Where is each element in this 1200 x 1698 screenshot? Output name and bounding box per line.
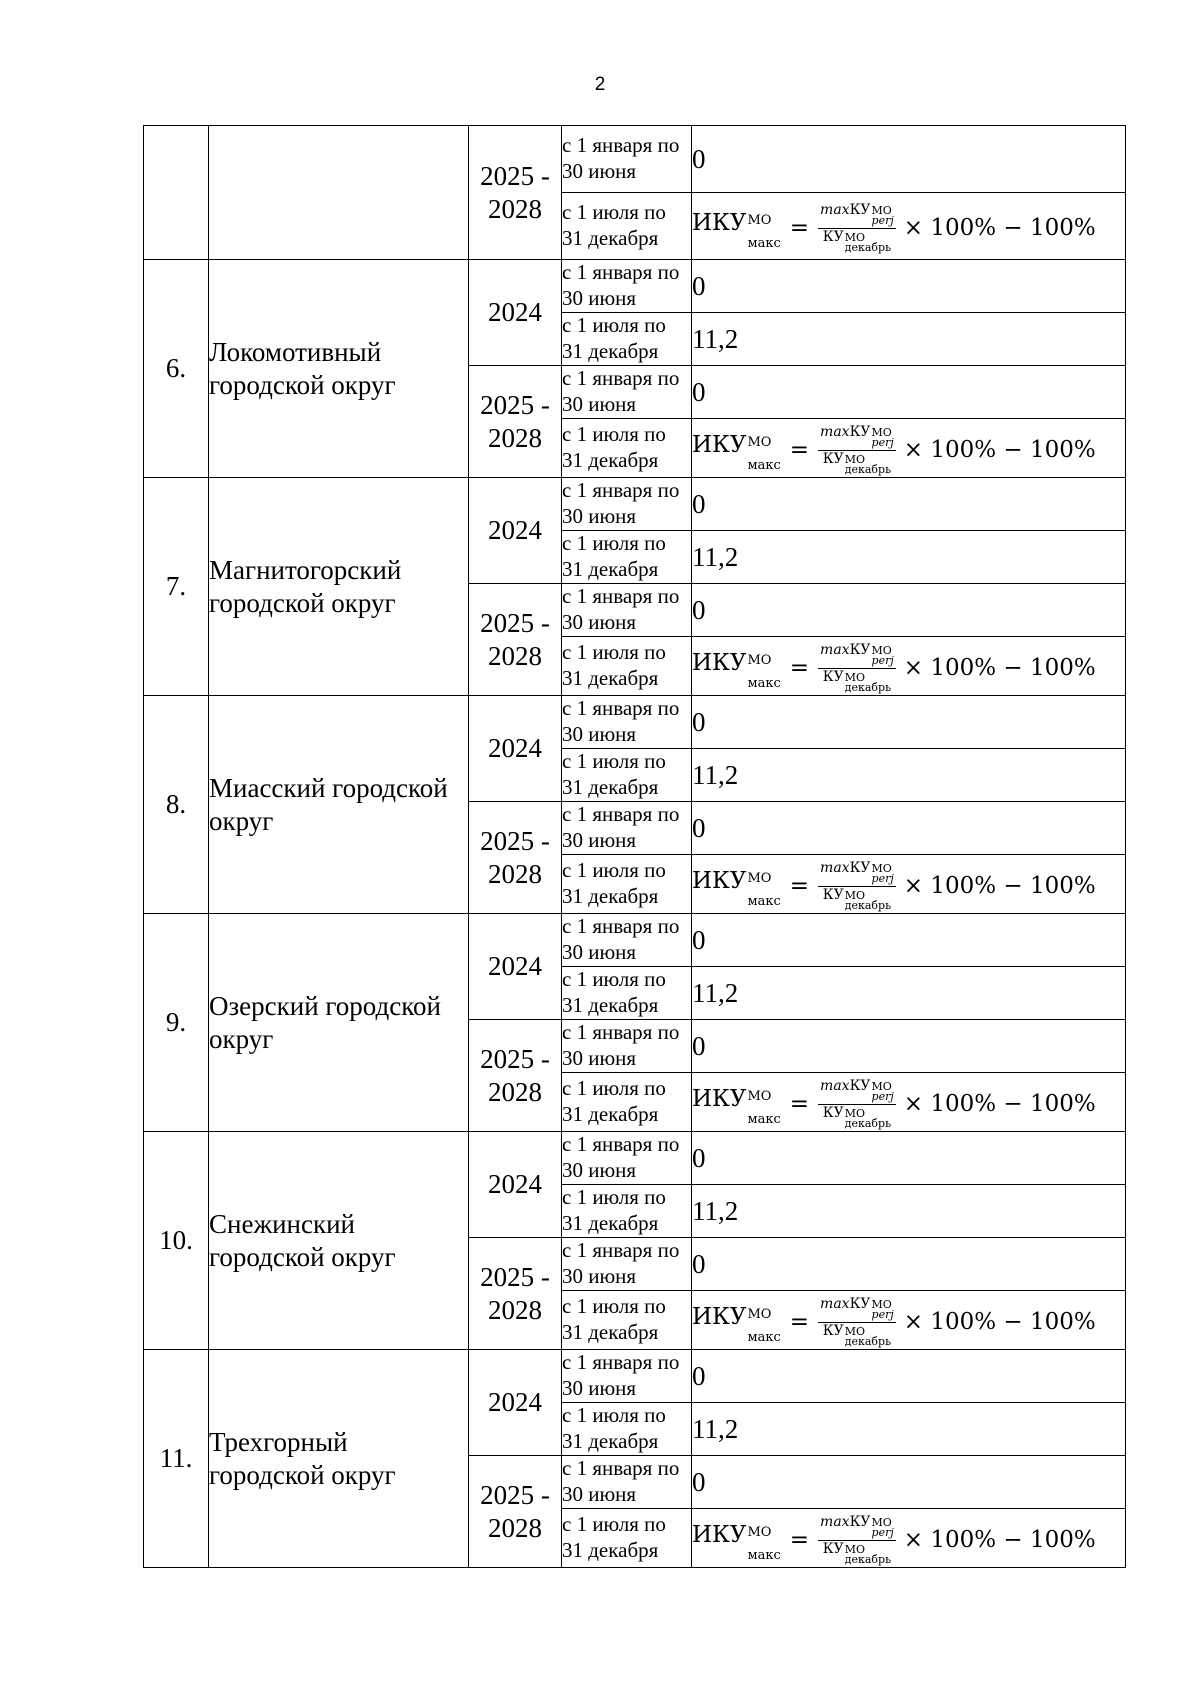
formula-equals: = <box>789 655 810 681</box>
value-cell: 11,2 <box>692 1185 1126 1238</box>
formula-cell <box>692 193 1126 260</box>
formula-den-base: КУ <box>822 228 844 245</box>
tariff-index-table <box>143 125 1126 1568</box>
formula-den-sub: декабрь <box>844 1552 892 1566</box>
formula-lhs-sub: макс <box>747 236 781 251</box>
formula-num-sup: МО <box>871 425 892 439</box>
municipality-row-6-2024-first-half <box>144 260 1126 313</box>
formula-cell <box>692 1073 1126 1132</box>
period-first-half: с 1 января по 30 июня <box>562 478 692 531</box>
formula-numerator <box>818 1079 896 1105</box>
formula-lhs-base: ИКУ <box>692 650 747 676</box>
value-cell: 0 <box>692 126 1126 193</box>
formula-lhs-base: ИКУ <box>692 432 747 458</box>
continuation-row-first-half <box>144 126 1126 193</box>
value-cell: 0 <box>692 914 1126 967</box>
formula-lhs-sup: МО <box>747 435 772 450</box>
formula-num-prefix: max <box>820 1295 850 1312</box>
formula-num-base: КУ <box>849 201 871 218</box>
formula-num-prefix: max <box>820 641 850 658</box>
year-range-cell: 2025 - 2028 <box>469 1020 562 1132</box>
year-cell: 2024 <box>469 1350 562 1456</box>
year-range-cell: 2025 - 2028 <box>469 1456 562 1568</box>
value-cell: 0 <box>692 1020 1126 1073</box>
index-formula <box>692 421 1096 476</box>
index-formula <box>692 639 1096 694</box>
formula-num-prefix: max <box>820 859 850 876</box>
formula-den-sup: МО <box>844 1542 865 1556</box>
year-cell: 2024 <box>469 478 562 584</box>
formula-den-sub: декабрь <box>844 240 892 254</box>
formula-lhs-sub: макс <box>747 458 781 473</box>
index-formula <box>692 1511 1096 1566</box>
value-cell: 11,2 <box>692 749 1126 802</box>
formula-lhs-sub: макс <box>747 1112 781 1127</box>
formula-denominator <box>821 1323 893 1348</box>
municipality-name-cell: Локомотивный городской округ <box>209 260 469 478</box>
period-first-half: с 1 января по 30 июня <box>562 366 692 419</box>
municipality-name-cell: Магнитогорский городской округ <box>209 478 469 696</box>
value-cell: 11,2 <box>692 313 1126 366</box>
formula-den-sub: декабрь <box>844 1116 892 1130</box>
formula-num-base: КУ <box>849 423 871 440</box>
formula-cell <box>692 855 1126 914</box>
formula-den-sub: декабрь <box>844 680 892 694</box>
formula-lhs-base: ИКУ <box>692 1304 747 1330</box>
formula-num-prefix: max <box>820 1077 850 1094</box>
period-second-half: с 1 июля по 31 декабря <box>562 419 692 478</box>
formula-denominator <box>821 451 893 476</box>
formula-tail: × 100% − 100% <box>903 215 1096 241</box>
formula-fraction <box>818 1297 896 1348</box>
row-number-cell: 11. <box>144 1350 209 1568</box>
formula-equals: = <box>789 215 810 241</box>
period-second-half: с 1 июля по 31 декабря <box>562 531 692 584</box>
row-number-cell <box>144 126 209 260</box>
formula-den-base: КУ <box>822 668 844 685</box>
formula-num-sup: МО <box>871 643 892 657</box>
formula-equals: = <box>789 1091 810 1117</box>
formula-equals: = <box>789 437 810 463</box>
formula-den-sup: МО <box>844 230 865 244</box>
value-cell: 0 <box>692 802 1126 855</box>
formula-den-sup: МО <box>844 1324 865 1338</box>
formula-num-sub: perj <box>871 214 894 228</box>
index-formula <box>692 857 1096 912</box>
period-second-half: с 1 июля по 31 декабря <box>562 855 692 914</box>
period-first-half: с 1 января по 30 июня <box>562 1020 692 1073</box>
formula-lhs-sub: макс <box>747 894 781 909</box>
formula-lhs-sub: макс <box>747 1330 781 1345</box>
value-cell: 0 <box>692 260 1126 313</box>
formula-lhs-sup: МО <box>747 653 772 668</box>
formula-lhs-sup: МО <box>747 213 772 228</box>
formula-numerator <box>818 1515 896 1541</box>
formula-den-base: КУ <box>822 886 844 903</box>
formula-num-sup: МО <box>871 203 892 217</box>
period-second-half: с 1 июля по 31 декабря <box>562 749 692 802</box>
municipality-name-cell: Трехгорный городской округ <box>209 1350 469 1568</box>
period-second-half: с 1 июля по 31 декабря <box>562 1509 692 1568</box>
formula-cell <box>692 1291 1126 1350</box>
municipality-row-7-2024-first-half <box>144 478 1126 531</box>
formula-den-sup: МО <box>844 452 865 466</box>
period-second-half: с 1 июля по 31 декабря <box>562 967 692 1020</box>
period-first-half: с 1 января по 30 июня <box>562 802 692 855</box>
year-cell: 2024 <box>469 696 562 802</box>
formula-den-base: КУ <box>822 1104 844 1121</box>
formula-cell <box>692 637 1126 696</box>
formula-num-prefix: max <box>820 1513 850 1530</box>
formula-num-sub: perj <box>871 1090 894 1104</box>
row-number-cell: 10. <box>144 1132 209 1350</box>
value-cell: 0 <box>692 1350 1126 1403</box>
value-cell: 11,2 <box>692 1403 1126 1456</box>
formula-den-sup: МО <box>844 670 865 684</box>
formula-den-sup: МО <box>844 1106 865 1120</box>
formula-num-prefix: max <box>820 201 850 218</box>
period-first-half: с 1 января по 30 июня <box>562 1350 692 1403</box>
index-formula <box>692 1075 1096 1130</box>
period-second-half: с 1 июля по 31 декабря <box>562 313 692 366</box>
year-range-cell: 2025 - 2028 <box>469 1238 562 1350</box>
period-first-half: с 1 января по 30 июня <box>562 584 692 637</box>
formula-numerator <box>818 203 896 229</box>
row-number-cell: 8. <box>144 696 209 914</box>
formula-lhs-base: ИКУ <box>692 1522 747 1548</box>
formula-num-sub: perj <box>871 436 894 450</box>
formula-num-base: КУ <box>849 1295 871 1312</box>
period-first-half: с 1 января по 30 июня <box>562 126 692 193</box>
formula-num-base: КУ <box>849 1513 871 1530</box>
formula-num-base: КУ <box>849 859 871 876</box>
period-first-half: с 1 января по 30 июня <box>562 1456 692 1509</box>
formula-denominator <box>821 229 893 254</box>
municipality-name-cell: Озерский городской округ <box>209 914 469 1132</box>
period-first-half: с 1 января по 30 июня <box>562 696 692 749</box>
formula-den-sub: декабрь <box>844 1334 892 1348</box>
formula-den-base: КУ <box>822 1540 844 1557</box>
period-second-half: с 1 июля по 31 декабря <box>562 1185 692 1238</box>
formula-denominator <box>821 1541 893 1566</box>
index-formula <box>692 199 1096 254</box>
period-second-half: с 1 июля по 31 декабря <box>562 193 692 260</box>
formula-denominator <box>821 1105 893 1130</box>
formula-denominator <box>821 887 893 912</box>
formula-num-prefix: max <box>820 423 850 440</box>
formula-lhs-base: ИКУ <box>692 868 747 894</box>
formula-tail: × 100% − 100% <box>903 1091 1096 1117</box>
formula-lhs-sup: МО <box>747 871 772 886</box>
municipality-row-11-2024-first-half <box>144 1350 1126 1403</box>
formula-num-base: КУ <box>849 1077 871 1094</box>
formula-numerator <box>818 425 896 451</box>
formula-lhs-base: ИКУ <box>692 1086 747 1112</box>
value-cell: 0 <box>692 366 1126 419</box>
formula-num-sup: МО <box>871 861 892 875</box>
year-range-cell: 2025 - 2028 <box>469 584 562 696</box>
period-second-half: с 1 июля по 31 декабря <box>562 1403 692 1456</box>
formula-lhs-sup: МО <box>747 1307 772 1322</box>
formula-lhs-sub: макс <box>747 1548 781 1563</box>
formula-numerator <box>818 1297 896 1323</box>
value-cell: 0 <box>692 696 1126 749</box>
formula-tail: × 100% − 100% <box>903 1527 1096 1553</box>
value-cell: 0 <box>692 1132 1126 1185</box>
formula-lhs-sup: МО <box>747 1525 772 1540</box>
municipality-name-cell: Миасский городской округ <box>209 696 469 914</box>
formula-num-sub: perj <box>871 654 894 668</box>
formula-num-sub: perj <box>871 872 894 886</box>
formula-den-sub: декабрь <box>844 898 892 912</box>
value-cell: 0 <box>692 584 1126 637</box>
formula-equals: = <box>789 1527 810 1553</box>
formula-fraction <box>818 203 896 254</box>
row-number-cell: 9. <box>144 914 209 1132</box>
formula-lhs-sub: макс <box>747 676 781 691</box>
value-cell: 11,2 <box>692 967 1126 1020</box>
formula-tail: × 100% − 100% <box>903 437 1096 463</box>
period-first-half: с 1 января по 30 июня <box>562 260 692 313</box>
formula-fraction <box>818 425 896 476</box>
year-range-cell: 2025 - 2028 <box>469 802 562 914</box>
row-number-cell: 6. <box>144 260 209 478</box>
formula-num-base: КУ <box>849 641 871 658</box>
period-first-half: с 1 января по 30 июня <box>562 1238 692 1291</box>
formula-fraction <box>818 1515 896 1566</box>
municipality-row-8-2024-first-half <box>144 696 1126 749</box>
value-cell: 0 <box>692 1238 1126 1291</box>
formula-num-sup: МО <box>871 1515 892 1529</box>
formula-num-sub: perj <box>871 1526 894 1540</box>
formula-fraction <box>818 643 896 694</box>
year-range-cell: 2025 - 2028 <box>469 366 562 478</box>
formula-cell <box>692 419 1126 478</box>
index-formula <box>692 1293 1096 1348</box>
formula-den-base: КУ <box>822 450 844 467</box>
formula-tail: × 100% − 100% <box>903 873 1096 899</box>
value-cell: 11,2 <box>692 531 1126 584</box>
formula-num-sub: perj <box>871 1308 894 1322</box>
period-second-half: с 1 июля по 31 декабря <box>562 1291 692 1350</box>
formula-numerator <box>818 643 896 669</box>
formula-fraction <box>818 1079 896 1130</box>
period-first-half: с 1 января по 30 июня <box>562 914 692 967</box>
year-cell: 2024 <box>469 1132 562 1238</box>
formula-tail: × 100% − 100% <box>903 1309 1096 1335</box>
formula-tail: × 100% − 100% <box>903 655 1096 681</box>
year-cell: 2024 <box>469 260 562 366</box>
formula-equals: = <box>789 1309 810 1335</box>
period-first-half: с 1 января по 30 июня <box>562 1132 692 1185</box>
formula-equals: = <box>789 873 810 899</box>
formula-num-sup: МО <box>871 1297 892 1311</box>
value-cell: 0 <box>692 478 1126 531</box>
formula-denominator <box>821 669 893 694</box>
formula-numerator <box>818 861 896 887</box>
formula-num-sup: МО <box>871 1079 892 1093</box>
municipality-name-cell <box>209 126 469 260</box>
municipality-row-10-2024-first-half <box>144 1132 1126 1185</box>
period-second-half: с 1 июля по 31 декабря <box>562 1073 692 1132</box>
formula-lhs-base: ИКУ <box>692 210 747 236</box>
page-number: 2 <box>594 74 606 95</box>
year-cell: 2024 <box>469 914 562 1020</box>
year-range-cell: 2025 - 2028 <box>469 126 562 260</box>
formula-den-base: КУ <box>822 1322 844 1339</box>
formula-fraction <box>818 861 896 912</box>
municipality-row-9-2024-first-half <box>144 914 1126 967</box>
value-cell: 0 <box>692 1456 1126 1509</box>
formula-lhs-sup: МО <box>747 1089 772 1104</box>
formula-den-sub: декабрь <box>844 462 892 476</box>
municipality-name-cell: Снежинский городской округ <box>209 1132 469 1350</box>
period-second-half: с 1 июля по 31 декабря <box>562 637 692 696</box>
row-number-cell: 7. <box>144 478 209 696</box>
formula-cell <box>692 1509 1126 1568</box>
formula-den-sup: МО <box>844 888 865 902</box>
